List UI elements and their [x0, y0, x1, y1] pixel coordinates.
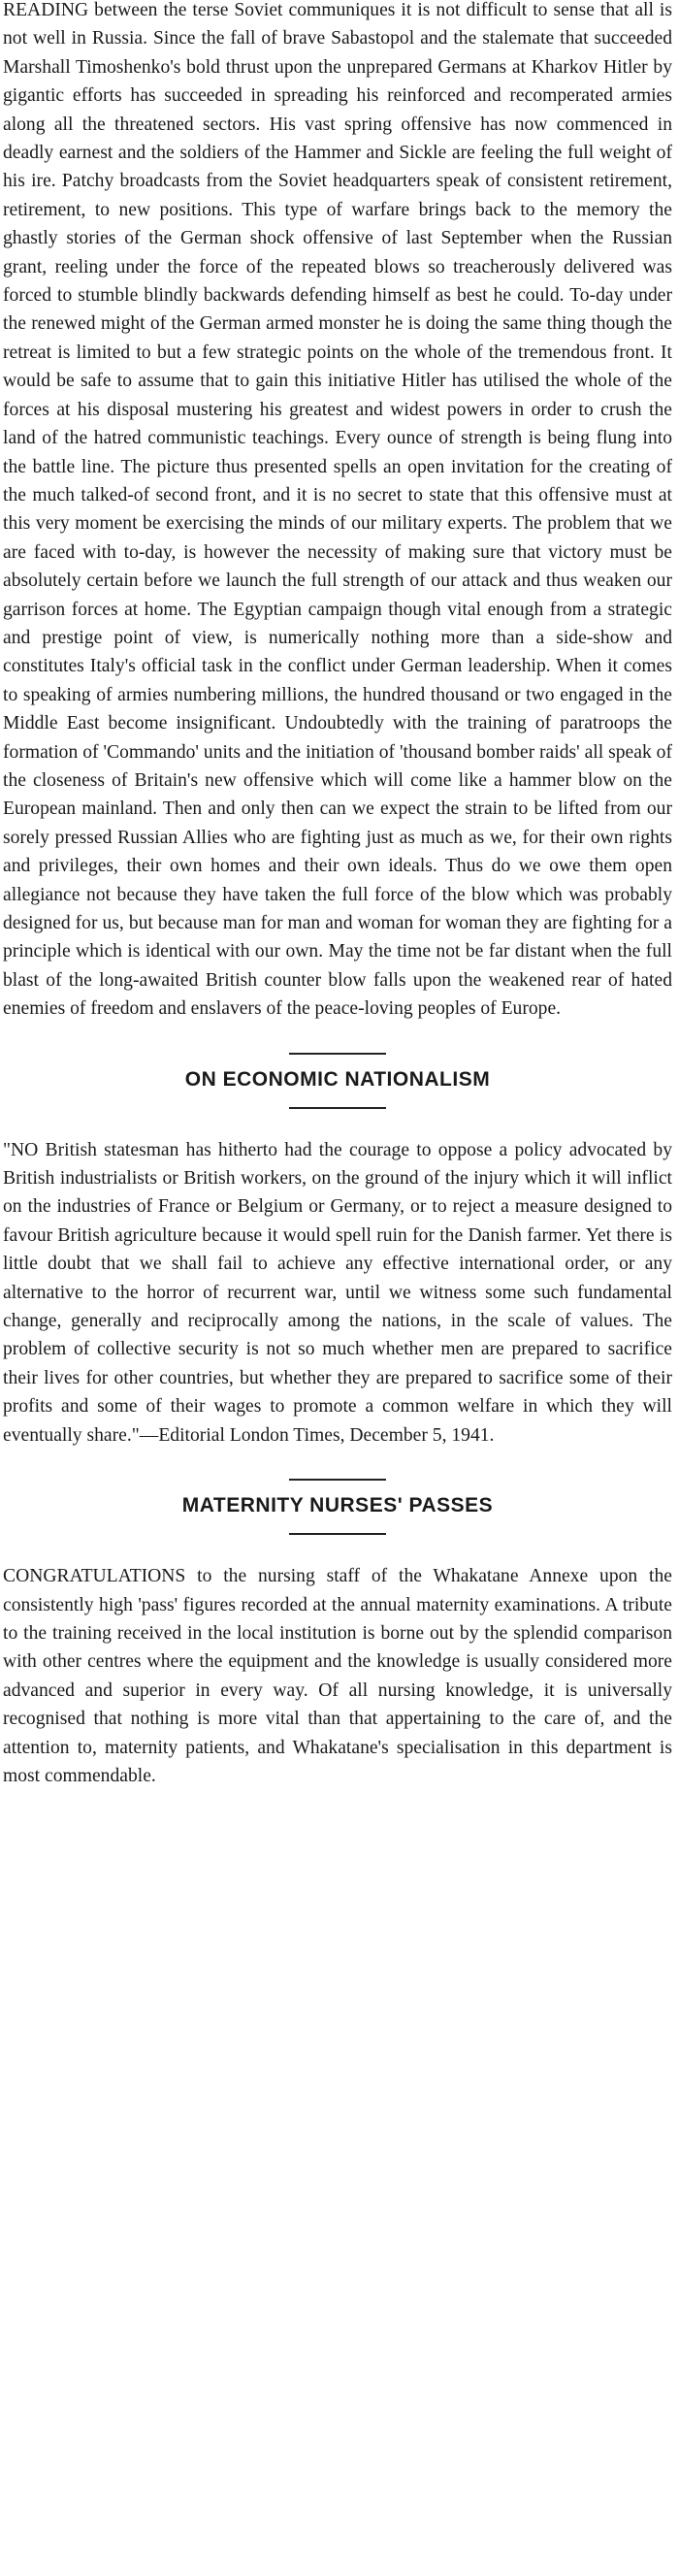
headline-economic-nationalism: ON ECONOMIC NATIONALISM [184, 1067, 491, 1091]
spacer [3, 1519, 672, 1533]
spacer [3, 1093, 672, 1107]
spacer [3, 1450, 672, 1479]
spacer [3, 1055, 672, 1066]
article-maternity-body: CONGRATULATIONS to the nursing staff of the Whakatane Annexe upon the consistently high 'pass' figures recorded at the annual maternity examinations. A tribute to the training received in the local institution is borne out by the splendid comparison with other centres where the equipment and the knowledge is usually considered more advanced and superior in every way. Of all nursing knowledge, it is universally recognised that nothing is more vital than that appertaining to the care of, and the attention to, maternity patients, and Whakatane's specialisation in this department is most commendable. [3, 1566, 672, 1786]
headline-maternity-nurses-passes: MATERNITY NURSES' PASSES [181, 1494, 494, 1517]
spacer [3, 1024, 672, 1053]
newspaper-column [3, 0, 672, 1790]
article-economic-body: "NO British statesman has hitherto had the courage to oppose a policy advocated by British industrialists or British workers, on the ground of the injury which it will inflict on the industries of France or Belgium or Germany, or to reject a measure designed to favour British agriculture because it would spell ruin for the Danish farmer. Yet there is little doubt that we shall fail to achieve any effective international order, or any alternative to the horror of recurrent war, until we witness some such fundamental change, generally and reciprocally among the nations, in the scale of values. The problem of collective security is not so much whether men are prepared to sacrifice their lives for other countries, but whether they are prepared to sacrifice some of their profits and some of their wages to promote a common welfare in which they will eventually share."—Editorial London Times, December 5, 1941. [3, 1139, 672, 1446]
spacer [3, 1535, 672, 1562]
spacer [3, 1109, 672, 1136]
spacer [3, 1481, 672, 1492]
article-soviet-body: READING between the terse Soviet communiques it is not difficult to sense that all is not well in Russia. Since the fall of brave Sabastopol and the stalemate that succeeded Marshall Timoshenko's bold thrust upon the unprepared Germans at Kharkov Hitler by gigantic efforts has succeeded in spreading his reinforced and recomperated armies along all the threatened sectors. His vast spring offensive has now commenced in deadly earnest and the soldiers of the Hammer and Sickle are feeling the full weight of his ire. Patchy broadcasts from the Soviet headquarters speak of consistent retirement, retirement, to new positions. This type of warfare brings back to the memory the ghastly stories of the German shock offensive of last September when the Russian grant, reeling under the force of the repeated blows so treacherously delivered was forced to stumble blindly backwards defending himself as best he could. To-day under the renewed might of the German armed monster he is doing the same thing though the retreat is limited to but a few strategic points on the whole of the tremendous front. It would be safe to assume that to gain this initiative Hitler has utilised the whole of the forces at his disposal mustering his greatest and widest powers in order to crush the land of the hatred communistic teachings. Every ounce of strength is being flung into the battle line. The picture thus presented spells an open invitation for the creating of the much talked-of second front, and it is no secret to state that this offensive must at this very moment be exercising the minds of our military experts. The problem that we are faced with to-day, is however the necessity of making sure that victory must be absolutely certain before we launch the full strength of our attack and thus weaken our garrison forces at home. The Egyptian campaign though vital enough from a strategic and prestige point of view, is numerically nothing more than a side-show and constitutes Italy's official task in the conflict under German leadership. When it comes to speaking of armies numbering millions, the hundred thousand or two engaged in the Middle East become insignificant. Undoubtedly with the training of paratroops the formation of 'Commando' units and the initiation of 'thousand bomber raids' all speak of the closeness of Britain's new offensive which will come like a hammer blow on the European mainland. Then and only then can we expect the strain to be lifted from our sorely pressed Russian Allies who are fighting just as much as we, for their own rights and privileges, their own homes and their own ideals. Thus do we owe them open allegiance not because they have taken the full force of the blow which was probably designed for us, but because man for man and woman for woman they are fighting for a principle which is identical with our own. May the time not be far distant when the full blast of the long-awaited British counter blow falls upon the weakened rear of hated enemies of freedom and enslavers of the peace-loving peoples of Europe. [3, 0, 672, 1020]
